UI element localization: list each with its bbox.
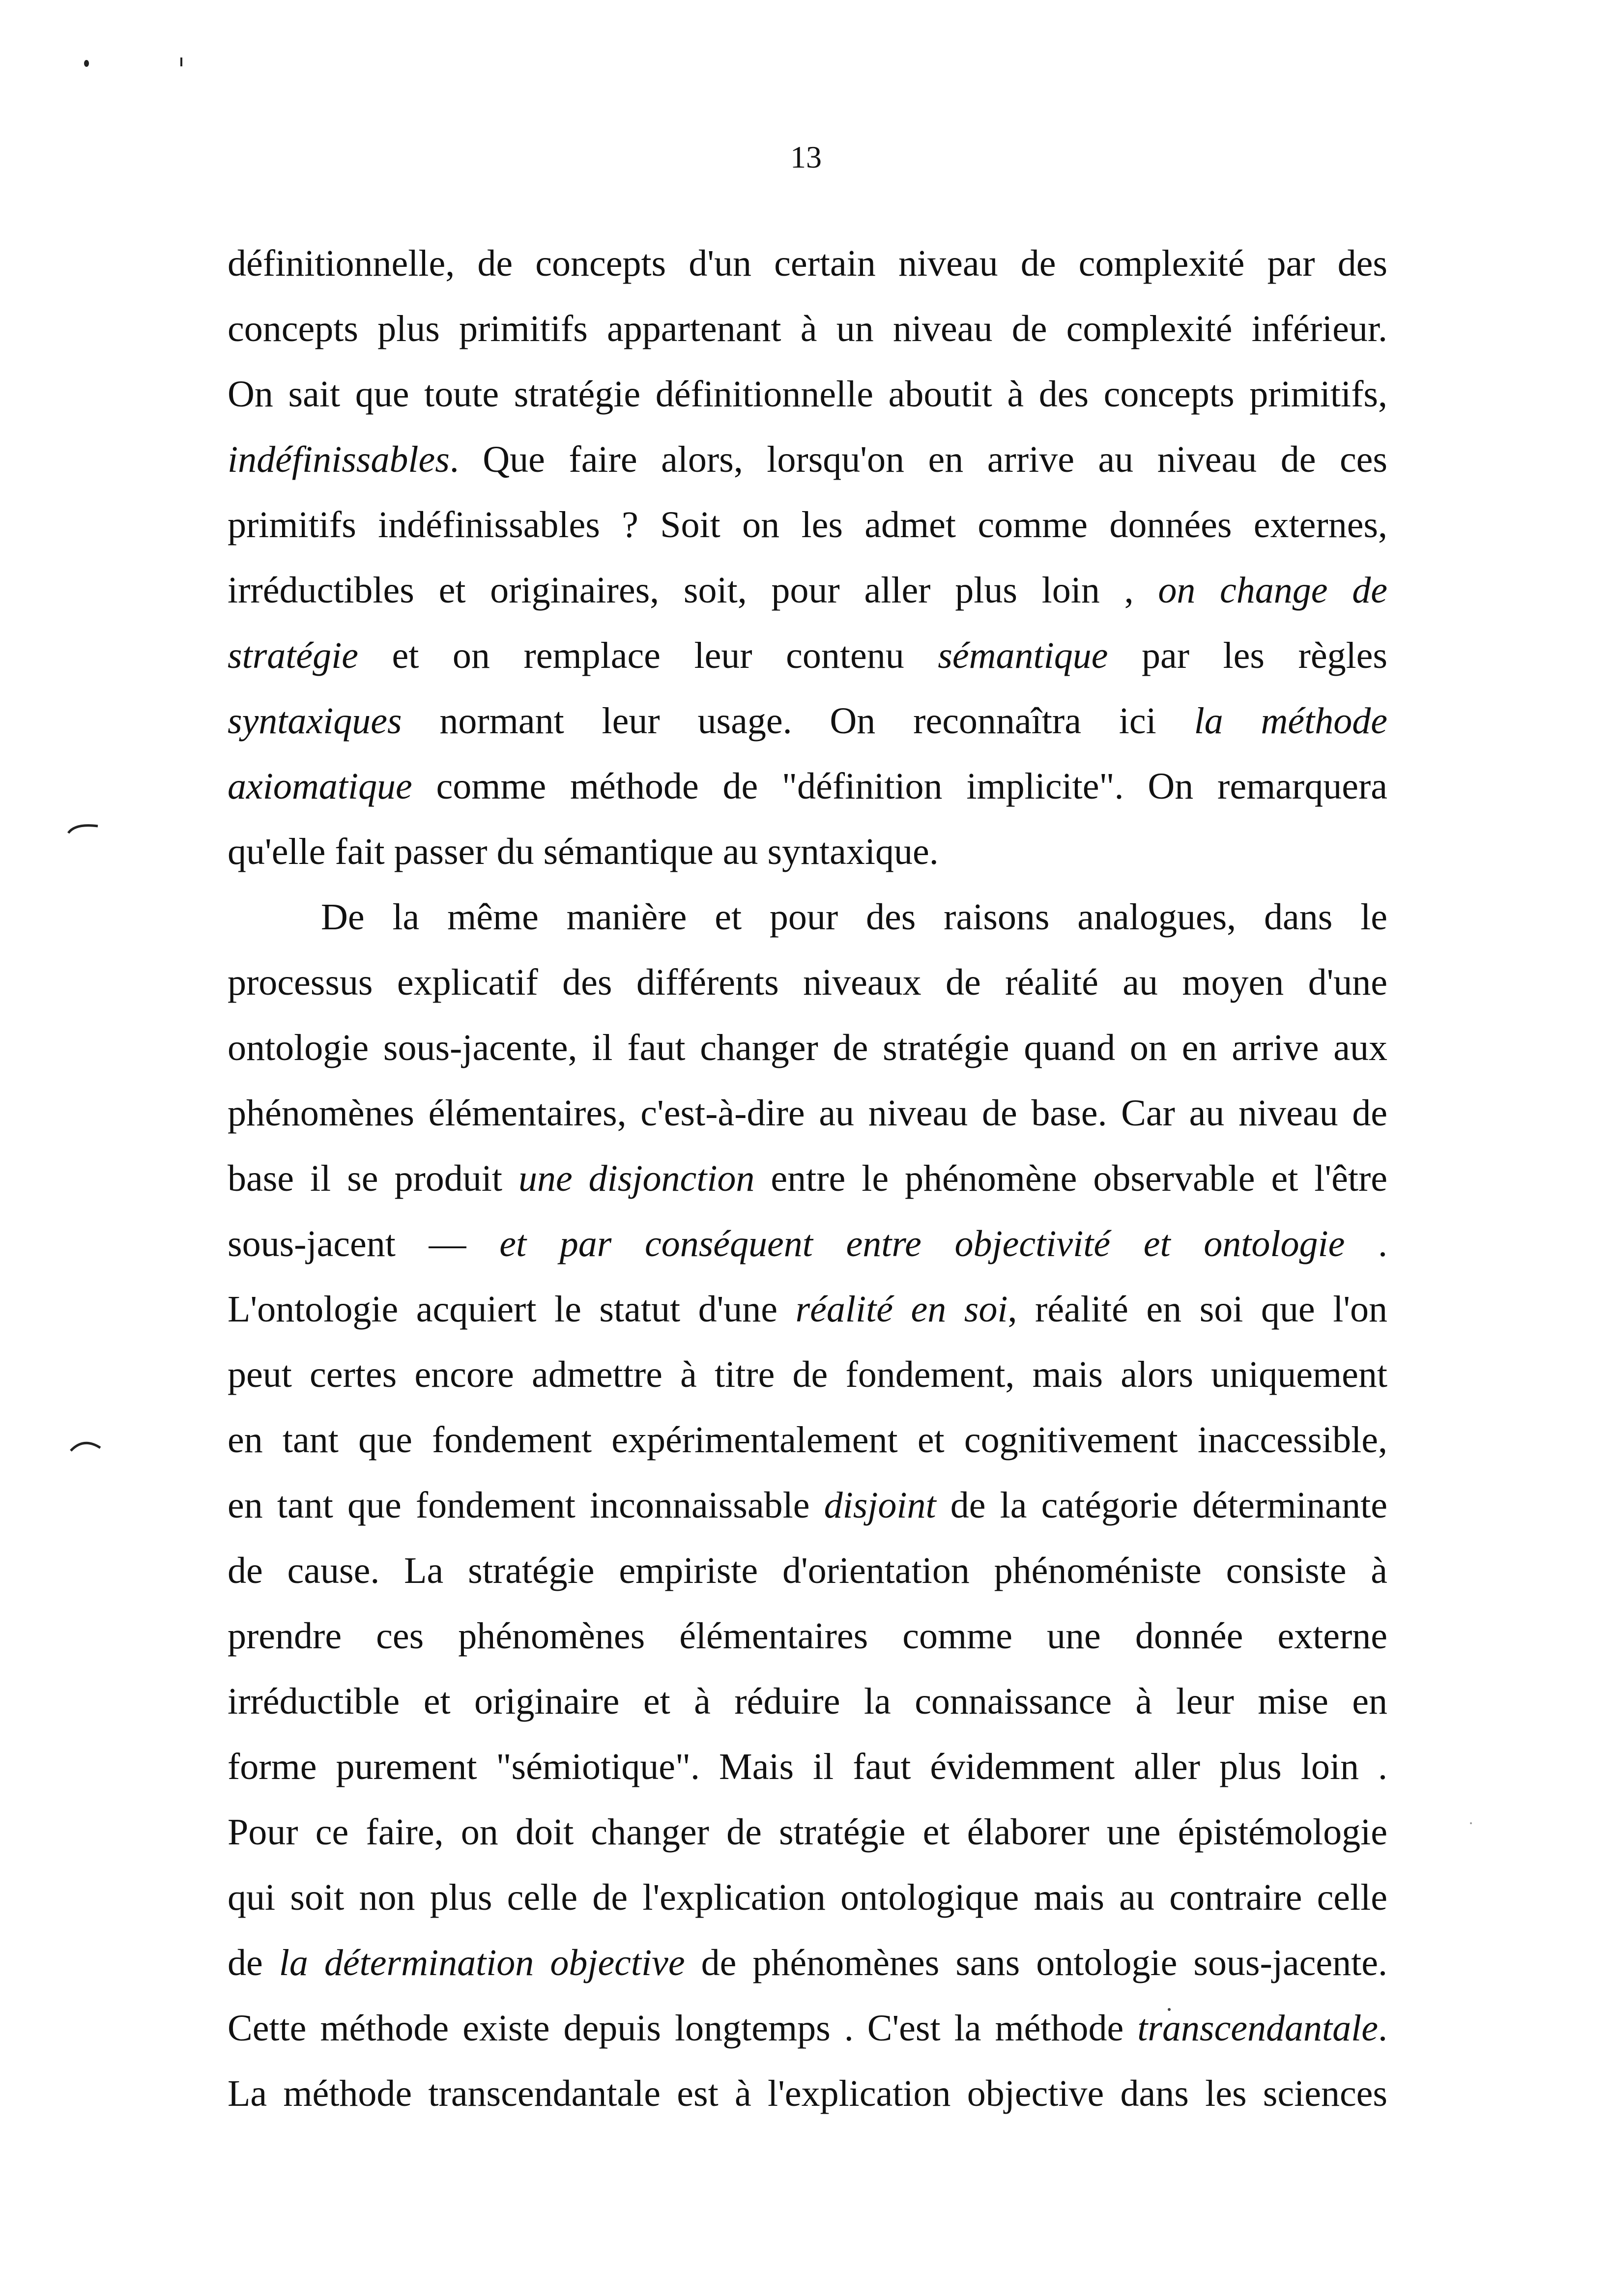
text-run: base il se produit [228, 1158, 518, 1199]
italic-text: une disjonction [518, 1158, 755, 1199]
italic-text: transcendantale [1137, 2008, 1378, 2049]
scan-artifact-mark [66, 818, 101, 840]
text-run: On sait que toute stratégie définitionnelle aboutit à des concepts primitifs, [228, 373, 1387, 415]
text-line [228, 1996, 1387, 2061]
text-line [228, 754, 1387, 819]
text-run: forme purement "sémiotique". Mais il faut évidemment aller plus loin . [228, 1746, 1387, 1787]
text-run: , réalité en soi que l'on [1008, 1289, 1388, 1330]
text-run: par les règles [1108, 635, 1387, 676]
text-line [228, 1538, 1387, 1604]
text-line [228, 1146, 1387, 1211]
scan-artifact-dot [179, 57, 183, 67]
text-line [228, 1604, 1387, 1669]
text-run: qu'elle fait passer du sémantique au syntaxique. [228, 831, 939, 872]
text-run: de cause. La stratégie empiriste d'orientation phénoméniste consiste à [228, 1550, 1387, 1591]
italic-text: sémantique [938, 635, 1108, 676]
text-run: De la même manière et pour des raisons analogues, dans le [321, 896, 1387, 938]
text-line [228, 296, 1387, 362]
text-line [228, 623, 1387, 689]
page-number: 13 [790, 140, 822, 174]
text-line [228, 689, 1387, 754]
text-run: primitifs indéfinissables ? Soit on les admet comme données externes, [228, 504, 1387, 545]
scan-artifact-dot [84, 59, 89, 68]
text-line [228, 2061, 1387, 2126]
italic-text: indéfinissables [228, 439, 450, 480]
text-line [228, 1342, 1387, 1407]
text-line [228, 558, 1387, 623]
text-line [228, 885, 1387, 950]
italic-text: syntaxiques [228, 700, 402, 742]
text-run: La méthode transcendantale est à l'explication objective dans les sciences [228, 2073, 1387, 2114]
text-line [228, 427, 1387, 492]
text-run: L'ontologie acquiert le statut d'une [228, 1289, 796, 1330]
italic-text: la méthode [1194, 700, 1387, 742]
text-line [228, 231, 1387, 296]
text-line [228, 362, 1387, 427]
text-run: processus explicatif des différents niveaux de réalité au moyen d'une [228, 962, 1387, 1003]
text-run: définitionnelle, de concepts d'un certain niveau de complexité par des [228, 243, 1387, 284]
text-run: prendre ces phénomènes élémentaires comme une donnée externe [228, 1615, 1387, 1657]
text-run: et on remplace leur contenu [358, 635, 938, 676]
text-run: Pour ce faire, on doit changer de stratégie et élaborer une épistémologie [228, 1811, 1387, 1853]
text-run: Cette méthode existe depuis longtemps . C'est la méthode [228, 2008, 1138, 2049]
text-line [228, 1930, 1387, 1996]
text-line [228, 1015, 1387, 1081]
text-run: de [228, 1942, 279, 1983]
italic-text: la détermination objective [279, 1942, 685, 1983]
text-run: irréductibles et originaires, soit, pour aller plus loin , [228, 570, 1158, 611]
text-run: . Que faire alors, lorsqu'on en arrive au niveau de ces [449, 439, 1387, 480]
text-line [228, 1081, 1387, 1146]
text-line [228, 1734, 1387, 1800]
text-run: en tant que fondement inconnaissable [228, 1485, 824, 1526]
italic-text: axiomatique [228, 766, 412, 807]
text-line [228, 1211, 1387, 1277]
text-run: en tant que fondement expérimentalement et cognitivement inaccessible, [228, 1419, 1387, 1461]
text-run: normant leur usage. On reconnaîtra ici [402, 700, 1194, 742]
text-line [228, 1800, 1387, 1865]
italic-text: réalité en soi [795, 1289, 1008, 1330]
text-line [228, 1407, 1387, 1473]
text-run: de phénomènes sans ontologie sous-jacente. [685, 1942, 1387, 1983]
text-run: peut certes encore admettre à titre de fondement, mais alors uniquement [228, 1354, 1387, 1395]
text-line [228, 1473, 1387, 1538]
text-run: . [1345, 1223, 1387, 1264]
text-run: comme méthode de "définition implicite". On remarquera [412, 766, 1387, 807]
text-run: qui soit non plus celle de l'explication ontologique mais au contraire celle [228, 1877, 1387, 1918]
text-run: ontologie sous-jacente, il faut changer de stratégie quand on en arrive aux [228, 1027, 1387, 1068]
text-line [228, 492, 1387, 558]
text-run: concepts plus primitifs appartenant à un niveau de complexité inférieur. [228, 308, 1387, 349]
text-line [228, 819, 1387, 885]
text-line [228, 1277, 1387, 1342]
body-text [228, 231, 1387, 2126]
text-run: irréductible et originaire et à réduire la connaissance à leur mise en [228, 1681, 1387, 1722]
text-run: phénomènes élémentaires, c'est-à-dire au niveau de base. Car au niveau de [228, 1092, 1387, 1134]
italic-text: stratégie [228, 635, 358, 676]
text-run: entre le phénomène observable et l'être [754, 1158, 1387, 1199]
text-run: de la catégorie déterminante [936, 1485, 1388, 1526]
text-line [228, 1865, 1387, 1930]
text-run: . [1378, 2008, 1387, 2049]
text-run: sous-jacent — [228, 1223, 500, 1264]
italic-text: et par conséquent entre objectivité et ontologie [499, 1223, 1345, 1264]
italic-text: disjoint [824, 1485, 936, 1526]
scan-artifact-dot [1469, 1818, 1472, 1821]
text-line [228, 1669, 1387, 1734]
text-line [228, 950, 1387, 1015]
italic-text: on change de [1158, 570, 1387, 611]
scan-artifact-mark [69, 1435, 103, 1457]
